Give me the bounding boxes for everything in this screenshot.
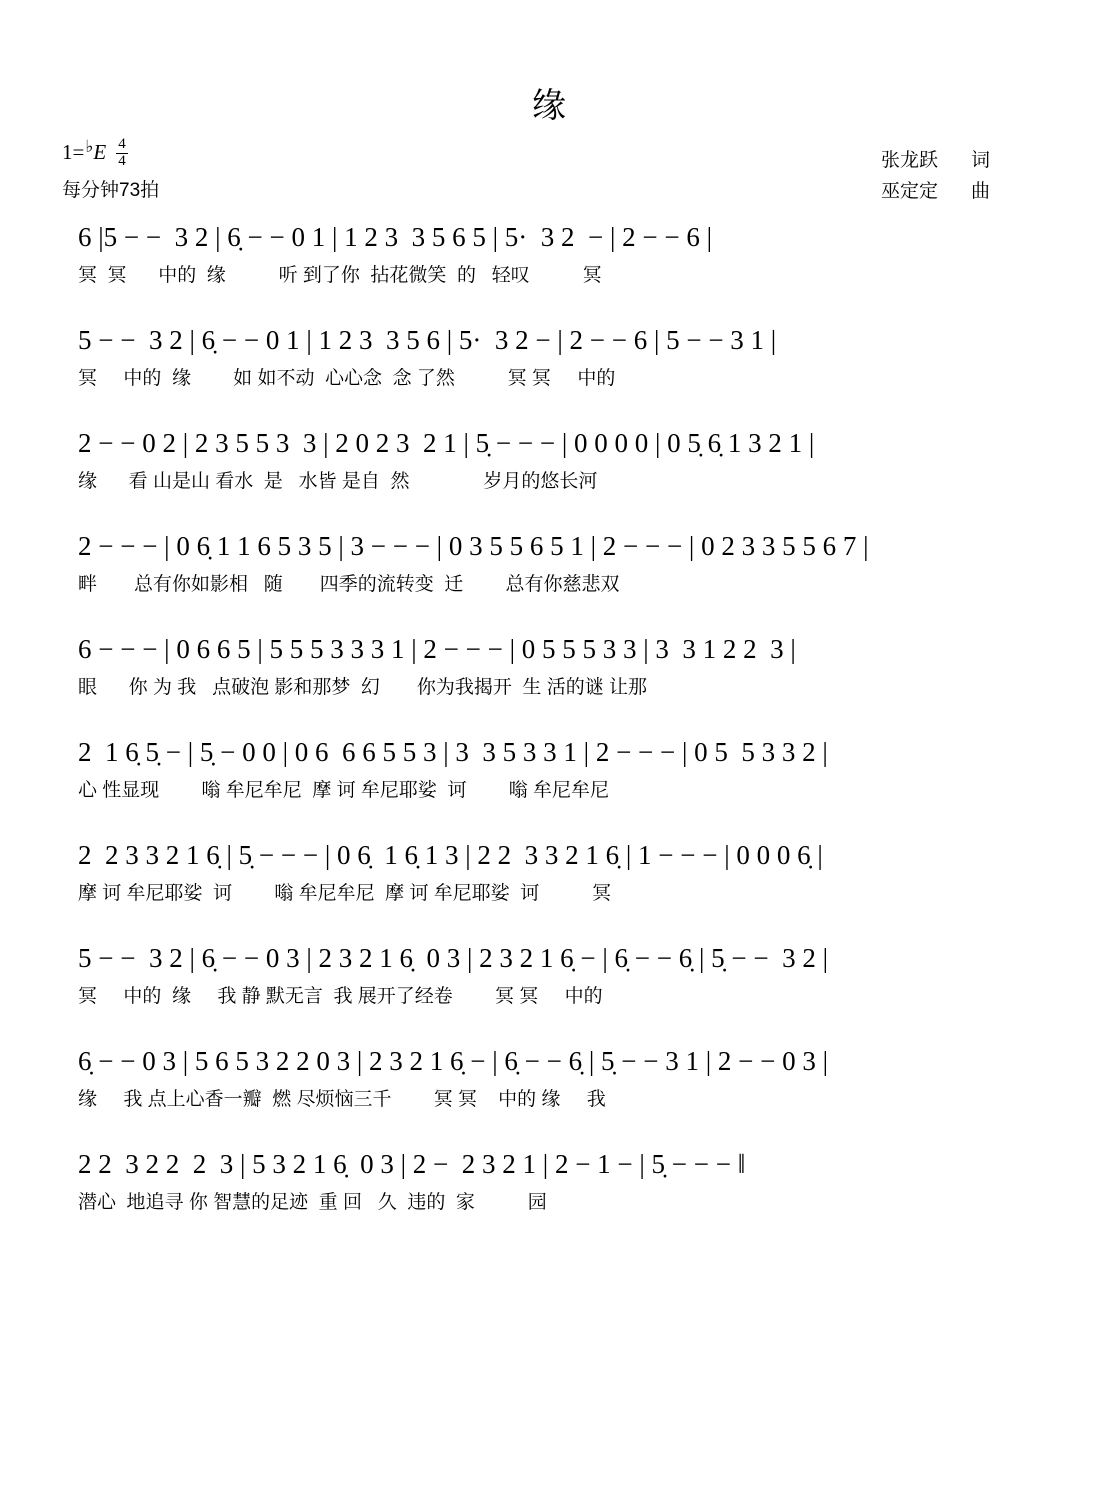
credits (881, 145, 990, 208)
credit-lyricist (881, 145, 990, 176)
key-prefix: 1= (62, 140, 85, 164)
music-system (78, 732, 1022, 807)
lyrics-line: 冥 中的 缘 如 如不动 心心念 念 了然 冥 冥 中的 (78, 368, 616, 389)
music-system (78, 320, 1022, 395)
time-signature-denominator: 4 (118, 152, 126, 169)
notation-line: 2 − − − | 0 6̣ 1 1 6 5 3 5 | 3 − − − | 0 3 5 5 6 5 1 | 2 − − − | 0 2 3 3 5 5 6 7 | (78, 531, 869, 561)
music-system (78, 1041, 1022, 1116)
notation-line: 6 − − − | 0 6 6 5 | 5 5 5 3 3 3 1 | 2 − − − | 0 5 5 5 3 3 | 3 3 1 2 2 3 | (78, 634, 796, 664)
lyrics-line: 缘 看 山是山 看水 是 水皆 是自 然 岁月的悠长河 (78, 471, 598, 492)
credit-role: 曲 (970, 181, 990, 203)
music-system (78, 217, 1022, 292)
notation-line: 5 − − 3 2 | 6̣ − − 0 1 | 1 2 3 3 5 6 | 5· 3 2 − | 2 − − 6 | 5 − − 3 1 | (78, 325, 777, 355)
lyrics-line: 眼 你 为 我 点破泡 影和那梦 幻 你为我揭开 生 活的谜 让那 (78, 677, 647, 698)
credit-name: 巫定定 (880, 181, 938, 203)
lyrics-line: 缘 我 点上心香一瓣 燃 尽烦恼三千 冥 冥 中的 缘 我 (78, 1089, 606, 1110)
flat-symbol: ♭ (85, 137, 94, 156)
music-system (78, 1144, 1022, 1219)
music-systems (0, 217, 1100, 1219)
notation-line: 6 |5 − − 3 2 | 6̣ − − 0 1 | 1 2 3 3 5 6 5 | 5· 3 2 − | 2 − − 6 | (78, 222, 713, 252)
time-signature-numerator: 4 (118, 136, 126, 152)
music-system (78, 835, 1022, 910)
music-system (78, 938, 1022, 1013)
score-header (0, 131, 1100, 211)
lyrics-line: 心 性显现 嗡 牟尼牟尼 摩 诃 牟尼耶娑 诃 嗡 牟尼牟尼 (78, 780, 609, 801)
credit-composer (881, 176, 990, 207)
credit-name: 张龙跃 (880, 150, 938, 171)
notation-line: 2 2 3 2 2 2 3 | 5 3 2 1 6̣ 0 3 | 2 − 2 3 2 1 | 2 − 1 − | 5̣ − − − ‖ (78, 1149, 746, 1179)
lyrics-line: 潜心 地追寻 你 智慧的足迹 重 回 久 违的 家 园 (78, 1192, 547, 1213)
music-system (78, 526, 1022, 601)
lyrics-line: 畔 总有你如影相 随 四季的流转变 迁 总有你慈悲双 (78, 574, 620, 595)
key-signature (62, 136, 159, 172)
key-and-tempo-block (62, 136, 160, 202)
music-system (78, 629, 1022, 704)
tempo-marking: 每分钟73拍 (62, 179, 160, 201)
key-letter: E (93, 140, 107, 164)
lyrics-line: 冥 中的 缘 我 静 默无言 我 展开了经卷 冥 冥 中的 (78, 986, 603, 1007)
time-signature (116, 137, 128, 170)
notation-line: 2 − − 0 2 | 2 3 5 5 3 3 | 2 0 2 3 2 1 | 5̣ − − − | 0 0 0 0 | 0 5̣ 6̣ 1 3 2 1 | (78, 428, 815, 458)
page-title: 缘 (532, 88, 568, 125)
lyrics-line: 冥 冥 中的 缘 听 到了你 拈花微笑 的 轻叹 冥 (78, 265, 602, 286)
lyrics-line: 摩 诃 牟尼耶娑 诃 嗡 牟尼牟尼 摩 诃 牟尼耶娑 诃 冥 (78, 883, 612, 904)
notation-line: 6̣ − − 0 3 | 5 6 5 3 2 2 0 3 | 2 3 2 1 6̣ − | 6̣ − − 6̣ | 5̣ − − 3 1 | 2 − − 0 3 | (78, 1046, 828, 1076)
notation-line: 2 1 6̣ 5̣ − | 5̣ − 0 0 | 0 6 6 6 5 5 3 | 3 3 5 3 3 1 | 2 − − − | 0 5 5 3 3 2 | (78, 737, 828, 767)
credit-role: 词 (970, 150, 990, 171)
music-system (78, 423, 1022, 498)
notation-line: 2 2 3 3 2 1 6̣ | 5̣ − − − | 0 6̣ 1 6̣ 1 3 | 2 2 3 3 2 1 6̣ | 1 − − − | 0 0 0 6̣ | (78, 840, 823, 870)
notation-line: 5 − − 3 2 | 6̣ − − 0 3 | 2 3 2 1 6̣ 0 3 | 2 3 2 1 6̣ − | 6̣ − − 6̣ | 5̣ − − 3 2 | (78, 943, 828, 973)
